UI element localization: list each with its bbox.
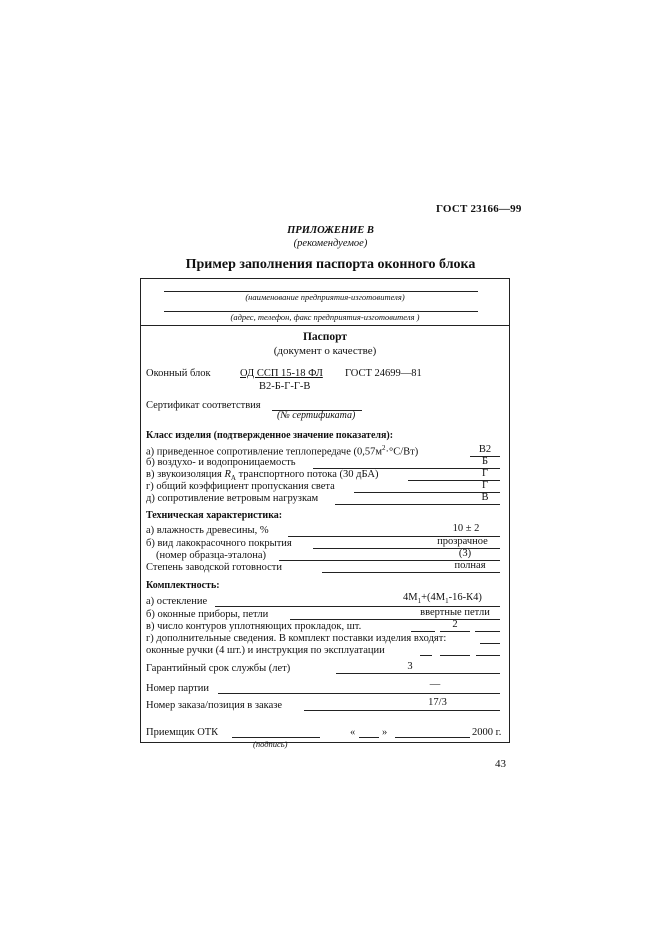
- extra-info-line: [420, 655, 432, 656]
- form-header-separator: [140, 325, 510, 326]
- extra-info-line1: г) дополнительные сведения. В комплект поставки изделия входят:: [146, 633, 447, 644]
- batch-line: [218, 693, 500, 694]
- inspector-label: Приемщик ОТК: [146, 727, 219, 738]
- tech-item-value: прозрачное: [437, 536, 488, 547]
- signature-line: [232, 737, 320, 738]
- seals-value: 2: [452, 619, 458, 630]
- batch-label: Номер партии: [146, 683, 210, 694]
- date-quote-close: »: [382, 727, 388, 738]
- tech-item-value: (3): [458, 548, 472, 559]
- class-item-a-unit: ·°С/Вт): [385, 446, 419, 458]
- tech-item-label: (номер образца-эталона): [156, 550, 267, 561]
- extra-info-line: [480, 643, 500, 644]
- class-item-d-value: Г: [481, 480, 489, 491]
- extra-info-line: [440, 655, 470, 656]
- order-label: Номер заказа/позиция в заказе: [146, 700, 283, 711]
- tech-item-value: полная: [454, 560, 486, 571]
- tech-value-line: [322, 572, 500, 573]
- window-block-class: В2-Б-Г-Г-В: [259, 381, 311, 392]
- class-item-d-label: г) общий коэффициент пропускания света: [146, 481, 335, 492]
- tech-item-value: 10 ± 2: [452, 523, 480, 534]
- extra-info-line2: оконные ручки (4 шт.) и инструкция по эксплуатации: [146, 645, 385, 656]
- certificate-caption: (№ сертификата): [277, 410, 356, 421]
- standard-reference: ГОСТ 23166—99: [436, 203, 522, 215]
- glazing-label: а) остекление: [146, 596, 208, 607]
- class-item-c-r-sub: A: [230, 474, 236, 483]
- class-item-a: [146, 444, 418, 458]
- glazing-value-part: +(4М: [421, 592, 446, 603]
- date-day-line: [359, 737, 379, 738]
- class-item-c-value: Г: [481, 468, 489, 479]
- batch-value: —: [429, 679, 441, 690]
- window-block-label: Оконный блок: [146, 368, 211, 379]
- class-value-line: [335, 504, 500, 505]
- date-quote-open: «: [350, 727, 356, 738]
- tech-heading: Техническая характеристика:: [146, 510, 283, 521]
- appendix-note: (рекомендуемое): [293, 238, 368, 249]
- fittings-value: ввертные петли: [420, 607, 490, 618]
- class-item-a-value: В2: [478, 444, 492, 455]
- class-item-a-sup: 2: [382, 444, 386, 452]
- certificate-label: Сертификат соответствия: [146, 400, 261, 411]
- warranty-label: Гарантийный срок службы (лет): [146, 663, 291, 674]
- warranty-line: [336, 673, 500, 674]
- glazing-value-part: -16-К4): [448, 592, 482, 603]
- extra-info-line: [476, 655, 500, 656]
- glazing-value: [403, 592, 482, 605]
- glazing-value-sub: 1: [445, 597, 449, 606]
- signature-caption: (подпись): [253, 739, 288, 749]
- class-item-c-r-letter: R: [224, 469, 231, 480]
- glazing-value-part: 4М: [403, 592, 418, 603]
- order-value: 17/3: [428, 697, 447, 708]
- warranty-value: 3: [407, 661, 413, 672]
- tech-item-label: б) вид лакокрасочного покрытия: [146, 538, 292, 549]
- passport-subtitle: (документ о качестве): [273, 345, 377, 357]
- kit-heading: Комплектность:: [146, 580, 220, 591]
- tech-item-label: Степень заводской готовности: [146, 562, 282, 573]
- class-item-c-label: в) звукоизоляция: [146, 469, 225, 480]
- date-month-line: [395, 737, 470, 738]
- seals-line: [411, 631, 435, 632]
- class-item-c-noise: транспортного потока (30 дБА): [235, 469, 379, 480]
- window-block-code: ОД ССП 15-18 ФЛ: [240, 368, 323, 379]
- date-year: 2000 г.: [472, 727, 502, 738]
- class-item-e-value: В: [481, 492, 489, 503]
- tech-item-label: а) влажность древесины, %: [146, 525, 269, 536]
- class-item-b-value: Б: [481, 456, 489, 467]
- company-name-caption: (наименование предприятия-изготовителя): [245, 292, 405, 302]
- glazing-value-sub: 1: [417, 597, 422, 606]
- appendix-label: ПРИЛОЖЕНИЕ В: [287, 225, 374, 236]
- class-item-b-label: б) воздухо- и водопроницаемость: [146, 457, 296, 468]
- order-line: [304, 710, 500, 711]
- seals-line: [475, 631, 500, 632]
- seals-label: в) число контуров уплотняющих прокладок, шт.: [146, 621, 362, 632]
- passport-title: Паспорт: [302, 331, 348, 343]
- company-address-caption: (адрес, телефон, факс предприятия-изготовителя ): [230, 312, 420, 322]
- document-title: Пример заполнения паспорта оконного блока: [185, 257, 476, 272]
- class-item-a-label: а) приведенное сопротивление теплопередаче (0,57м: [146, 446, 383, 458]
- seals-line: [440, 631, 470, 632]
- fittings-label: б) оконные приборы, петли: [146, 609, 269, 620]
- class-item-e-label: д) сопротивление ветровым нагрузкам: [146, 493, 319, 504]
- page-number: 43: [495, 758, 506, 770]
- class-heading: Класс изделия (подтвержденное значение показателя):: [146, 430, 394, 441]
- window-block-gost: ГОСТ 24699—81: [345, 368, 422, 379]
